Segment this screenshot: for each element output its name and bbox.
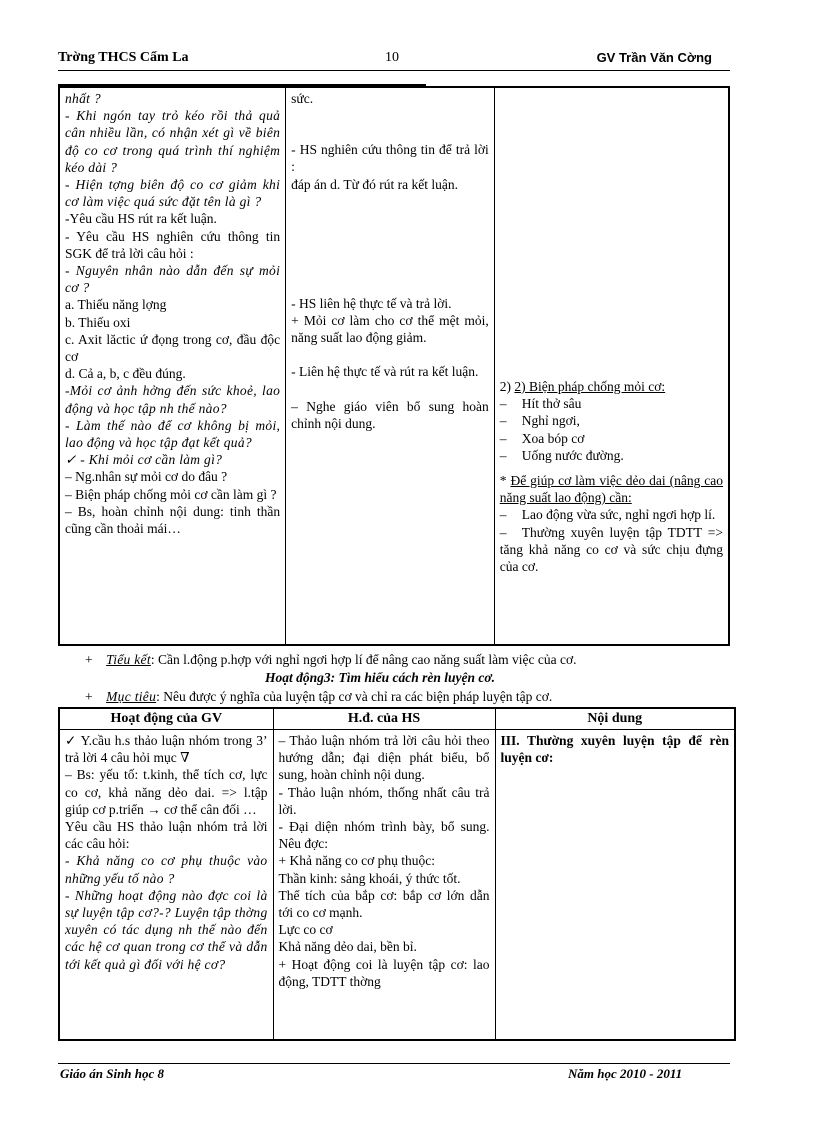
objective-line: + Mục tiêu: Nêu được ý nghĩa của luyện tập cơ và chỉ ra các biện pháp luyện tập cơ. — [85, 689, 553, 704]
student-line: - Đại diện nhóm trình bày, bổ sung. Nêu đợc: — [278, 819, 490, 852]
spacer — [291, 124, 489, 141]
spacer — [291, 210, 489, 227]
fatigue-measures-heading: 2) 2) Biện pháp chống mỏi cơ: — [499, 379, 666, 394]
dash: – — [499, 507, 507, 523]
spacer — [291, 107, 489, 124]
spacer — [291, 244, 489, 261]
teacher-line: - Khả năng co cơ phụ thuộc vào những yếu tố nào ? — [65, 853, 268, 886]
content-cell — [494, 87, 729, 645]
teacher-line: d. Cả a, b, c đều đúng. — [65, 366, 186, 382]
student-activity-cell — [273, 730, 495, 1040]
page-number: 10 — [385, 50, 399, 65]
student-line: sức. — [291, 91, 314, 106]
student-line: - Liên hệ thực tế và rút ra kết luận. — [291, 364, 479, 380]
student-line: Thể tích của bắp cơ: bắp cơ lớn dẫn tới co cơ mạnh. — [278, 887, 490, 921]
header-rule — [58, 70, 730, 71]
measure-item — [500, 447, 723, 464]
teacher-line: ✓ - Khi mỏi cơ cần làm gì? — [65, 452, 223, 468]
student-line: + Khả năng co cơ phụ thuộc: — [278, 853, 435, 869]
student-line: – Nghe giáo viên bổ sung hoàn chỉnh nội dung. — [291, 398, 489, 431]
teacher-activity-cell — [59, 87, 286, 645]
measure-text: Hít thở sâu — [521, 396, 582, 412]
spacer — [291, 227, 489, 244]
dash: – — [499, 413, 507, 429]
dash: – — [499, 447, 507, 463]
measure-text: Uống nước đường. — [521, 447, 624, 463]
header-content: Nội dung — [495, 708, 735, 730]
teacher-name: GV Trần Văn Cờng — [596, 50, 712, 65]
header-teacher: Hoạt động của GV — [59, 708, 273, 730]
header-student: H.đ. của HS — [273, 708, 495, 730]
teacher-line: - Khi ngón tay trỏ kéo rồi thả quả cân nhiều lần, có nhận xét gì về biên độ co cơ trong quá trình thí nghiệm kéo dài ? — [65, 108, 281, 175]
footer-right: Năm học 2010 - 2011 — [568, 1066, 683, 1081]
tip-text: Lao động vừa sức, nghỉ ngơi hợp lí. — [521, 507, 716, 523]
footer-rule — [58, 1063, 730, 1064]
teacher-line: - Yêu cầu HS nghiên cứu thông tin SGK để trả lời câu hỏi : — [65, 228, 281, 261]
teacher-line: - Những hoạt động nào đợc coi là sự luyện tập cơ?-? Luyện tập thờng xuyên có tác dụng nh thế nào đến các hệ cơ quan trong cơ thể và dẫn tới kết quả gì đối với hệ cơ? — [65, 887, 268, 972]
measure-item — [500, 412, 723, 429]
teacher-line: - Làm thế nào để cơ không bị mỏi, lao động và học tập đạt kết quả? — [65, 417, 281, 451]
teacher-line: nhất ? — [65, 91, 101, 106]
measure-item — [500, 430, 723, 447]
teacher-line: -Yêu cầu HS rút ra kết luận. — [65, 211, 217, 227]
spacer — [291, 346, 489, 363]
content-cell — [495, 730, 735, 1040]
dash: – — [499, 524, 507, 540]
spacer — [291, 381, 489, 398]
spacer — [291, 278, 489, 295]
teacher-line: ✓ Y.cầu h.s thảo luận nhóm trong 3’ trả lời 4 câu hỏi mục ∇ — [65, 733, 268, 766]
teacher-line: – Bs, hoàn chỉnh nội dung: tinh thần cũng cần thoải mái… — [65, 503, 281, 537]
teacher-line: - Nguyên nhân nào dẫn đến sự mỏi cơ ? — [65, 263, 281, 296]
student-line: + Mỏi cơ làm cho cơ thể mệt mỏi, năng suất lao động giảm. — [291, 313, 489, 346]
student-line: – Thảo luận nhóm trả lời câu hỏi theo hướng dẫn; đại diện phát biểu, bổ sung, hoàn chỉnh nội dung. — [278, 733, 490, 783]
student-line: Lực co cơ — [278, 922, 333, 938]
student-activity-cell — [286, 87, 495, 645]
student-line: + Hoạt động coi là luyện tập cơ: lao động, TDTT thờng — [278, 956, 490, 989]
teacher-line: b. Thiếu oxi — [65, 314, 131, 330]
teacher-line: Yêu cầu HS thảo luận nhóm trả lời các câu hỏi: — [65, 819, 268, 852]
tip-item — [500, 506, 723, 523]
spacer — [291, 261, 489, 278]
footer-left: Giáo án Sinh học 8 — [60, 1066, 165, 1081]
teacher-activity-cell — [59, 730, 273, 1040]
measure-text: Nghỉ ngơi, — [521, 413, 580, 429]
student-line: đáp án d. Từ đó rút ra kết luận. — [291, 176, 458, 192]
activity-table-continued — [58, 86, 730, 646]
page-header — [58, 50, 730, 70]
measure-text: Xoa bóp cơ — [521, 430, 585, 446]
student-line: - HS nghiên cứu thông tin để trả lời : — [291, 142, 489, 175]
summary-line: + Tiểu kết: Cần l.động p.hợp với nghỉ ngơi hợp lí để nâng cao năng suất làm việc của cơ. — [85, 652, 577, 667]
tip-text: Thường xuyên luyện tập TDTT => tăng khả năng co cơ và sức chịu đựng của cơ. — [499, 524, 723, 575]
teacher-line: c. Axit lăctic ứ đọng trong cơ, đầu độc cơ — [65, 331, 281, 365]
school-name: Trờng THCS Cẩm La — [58, 50, 189, 65]
student-line: - HS liên hệ thực tế và trả lời. — [291, 295, 452, 311]
teacher-line: a. Thiếu năng lợng — [65, 297, 167, 313]
spacer — [291, 193, 489, 210]
tip-item — [500, 524, 723, 576]
teacher-line: – Biện pháp chống mỏi cơ cần làm gì ? — [65, 486, 277, 502]
teacher-line: – Bs: yếu tố: t.kinh, thể tích cơ, lực co cơ, khả năng dẻo dai. => l.tập giúp cơ p.triển → cơ thể cân đối … — [65, 767, 268, 817]
measure-item — [500, 395, 723, 412]
student-line: Thần kinh: sảng khoái, ý thức tốt. — [278, 870, 461, 886]
tip-heading: * Để giúp cơ làm việc dẻo dai (nâng cao năng suất lao động) cần: — [499, 473, 723, 506]
section-iii-title: III. Thường xuyên luyện tập để rèn luyện cơ: — [500, 733, 729, 766]
student-line: - Thảo luận nhóm, thống nhất câu trả lời. — [278, 784, 490, 817]
activity3-title: Hoạt động3: Tìm hiểu cách rèn luyện cơ. — [265, 670, 495, 685]
teacher-line: - Hiện tợng biên độ co cơ giảm khi cơ làm việc quá sức đặt tên là gì ? — [65, 177, 281, 210]
activity3-table — [58, 707, 736, 1041]
dash: – — [499, 396, 507, 412]
student-line: Khả năng dẻo dai, bền bỉ. — [278, 939, 417, 955]
teacher-line: – Ng.nhân sự mỏi cơ do đâu ? — [65, 469, 228, 485]
dash: – — [499, 430, 507, 446]
teacher-line: -Mỏi cơ ảnh hởng đến sức khoẻ, lao động và học tập nh thế nào? — [65, 383, 281, 416]
